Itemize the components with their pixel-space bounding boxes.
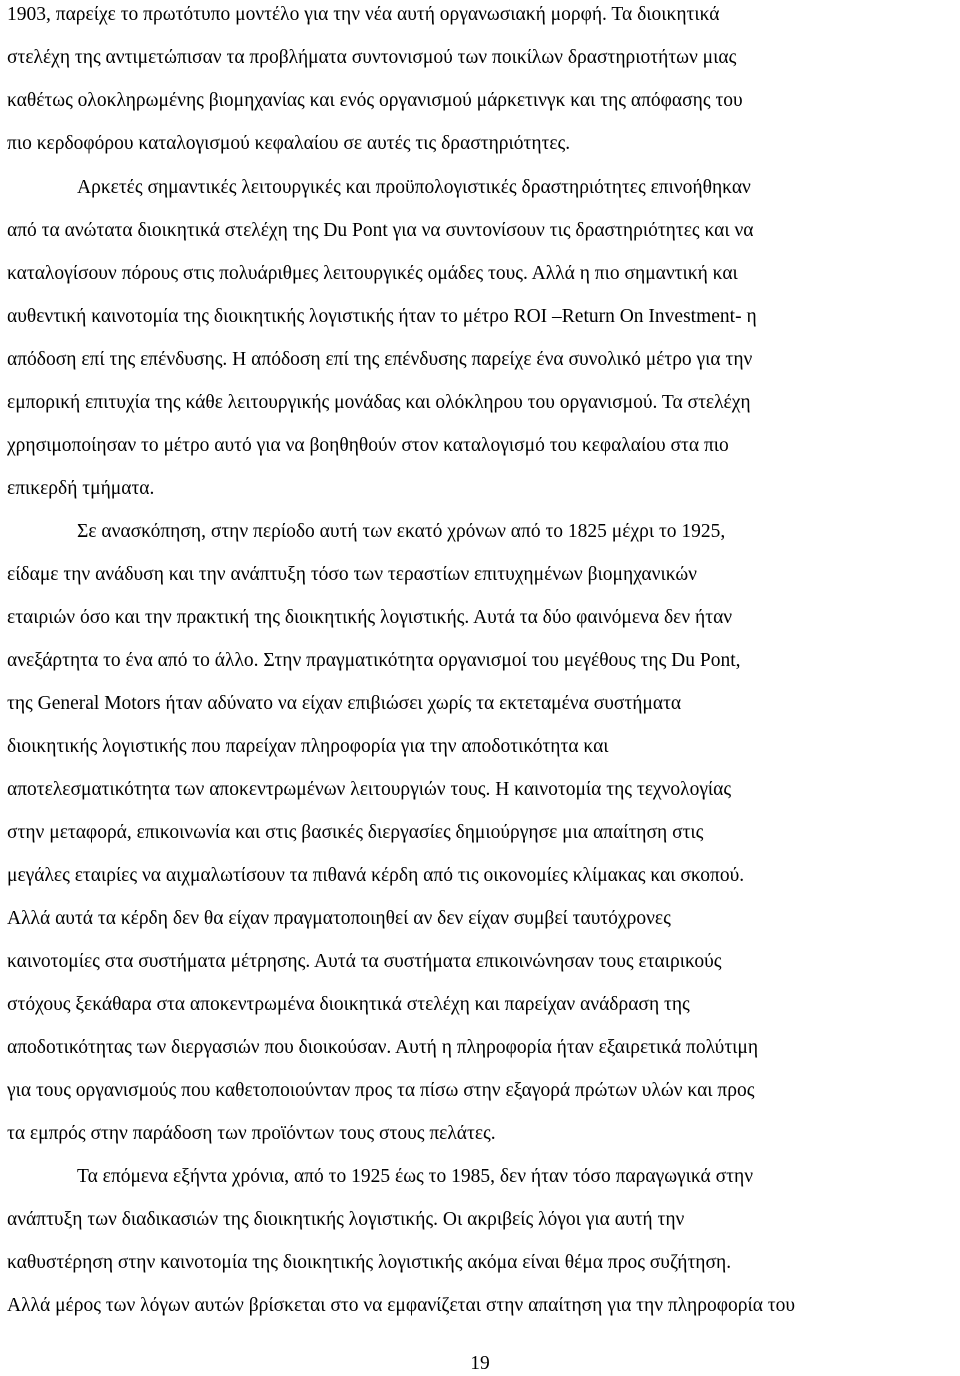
page-number: 19: [470, 1353, 490, 1374]
text-line: ανάπτυξη των διαδικασιών της διοικητικής λογιστικής. Οι ακριβείς λόγοι για αυτή την: [7, 1209, 685, 1230]
text-line: ανεξάρτητα το ένα από το άλλο. Στην πραγματικότητα οργανισμοί του μεγέθους της Du Pont,: [7, 650, 741, 671]
text-line: καινοτομίες στα συστήματα μέτρησης. Αυτά τα συστήματα επικοινώνησαν τους εταιρικούς: [7, 951, 722, 972]
text-line: Αλλά μέρος των λόγων αυτών βρίσκεται στο να εμφανίζεται στην απαίτηση για την πληροφορία του: [7, 1295, 796, 1316]
text-line: αποτελεσματικότητα των αποκεντρωμένων λειτουργιών τους. Η καινοτομία της τεχνολογίας: [7, 779, 732, 800]
text-line: καταλογίσουν πόρους στις πολυάριθμες λειτουργικές ομάδες τους. Αλλά η πιο σημαντική και: [7, 263, 738, 284]
text-line: της General Motors ήταν αδύνατο να είχαν επιβιώσει χωρίς τα εκτεταμένα συστήματα: [7, 693, 682, 714]
text-line: καθέτως ολοκληρωμένης βιομηχανίας και ενός οργανισμού μάρκετινγκ και της απόφασης του: [7, 90, 743, 111]
text-line: αποδοτικότητας των διεργασιών που διοικούσαν. Αυτή η πληροφορία ήταν εξαιρετικά πολύτιμη: [7, 1037, 759, 1058]
paragraph-first-line: Σε ανασκόπηση, στην περίοδο αυτή των εκατό χρόνων από το 1825 μέχρι το 1925,: [77, 521, 726, 542]
text-line: στελέχη της αντιμετώπισαν τα προβλήματα συντονισμού των ποικίλων δραστηριοτήτων μιας: [7, 47, 737, 68]
text-line: εμπορική επιτυχία της κάθε λειτουργικής μονάδας και ολόκληρου του οργανισμού. Τα στελέχη: [7, 392, 751, 413]
text-line: διοικητικής λογιστικής που παρείχαν πληροφορία για την αποδοτικότητα και: [7, 736, 609, 757]
text-line: στην μεταφορά, επικοινωνία και στις βασικές διεργασίες δημιούργησε μια απαίτηση στις: [7, 822, 704, 843]
text-line: είδαμε την ανάδυση και την ανάπτυξη τόσο των τεραστίων επιτυχημένων βιομηχανικών: [7, 564, 698, 585]
text-line: αυθεντική καινοτομία της διοικητικής λογιστικής ήταν το μέτρο ROI –Return On Investment- η: [7, 306, 757, 327]
text-line: Αλλά αυτά τα κέρδη δεν θα είχαν πραγματοποιηθεί αν δεν είχαν συμβεί ταυτόχρονες: [7, 908, 671, 929]
paragraph-first-line: Τα επόμενα εξήντα χρόνια, από το 1925 έως το 1985, δεν ήταν τόσο παραγωγικά στην: [77, 1166, 754, 1187]
text-line: μεγάλες εταιρίες να αιχμαλωτίσουν τα πιθανά κέρδη από τις οικονομίες κλίμακας και σκοπού.: [7, 865, 745, 886]
text-line: εταιριών όσο και την πρακτική της διοικητικής λογιστικής. Αυτά τα δύο φαινόμενα δεν ήταν: [7, 607, 733, 628]
paragraph-first-line: Αρκετές σημαντικές λειτουργικές και προϋπολογιστικές δραστηριότητες επινοήθηκαν: [77, 177, 751, 198]
text-line: τα εμπρός στην παράδοση των προϊόντων τους στους πελάτες.: [7, 1123, 496, 1144]
text-line: από τα ανώτατα διοικητικά στελέχη της Du Pont για να συντονίσουν τις δραστηριότητες και να: [7, 220, 754, 241]
text-line: καθυστέρηση στην καινοτομία της διοικητικής λογιστικής ακόμα είναι θέμα προς συζήτηση.: [7, 1252, 732, 1273]
text-line: 1903, παρείχε το πρωτότυπο μοντέλο για την νέα αυτή οργανωσιακή μορφή. Τα διοικητικά: [7, 4, 720, 25]
text-line: επικερδή τμήματα.: [7, 478, 155, 499]
text-line: για τους οργανισμούς που καθετοποιούνταν προς τα πίσω στην εξαγορά πρώτων υλών και προς: [7, 1080, 755, 1101]
text-line: πιο κερδοφόρου καταλογισμού κεφαλαίου σε αυτές τις δραστηριότητες.: [7, 133, 571, 154]
text-line: απόδοση επί της επένδυσης. Η απόδοση επί της επένδυσης παρείχε ένα συνολικό μέτρο για την: [7, 349, 753, 370]
text-line: στόχους ξεκάθαρα στα αποκεντρωμένα διοικητικά στελέχη και παρείχαν ανάδραση της: [7, 994, 690, 1015]
text-line: χρησιμοποίησαν το μέτρο αυτό για να βοηθηθούν στον καταλογισμό του κεφαλαίου στα πιο: [7, 435, 729, 456]
